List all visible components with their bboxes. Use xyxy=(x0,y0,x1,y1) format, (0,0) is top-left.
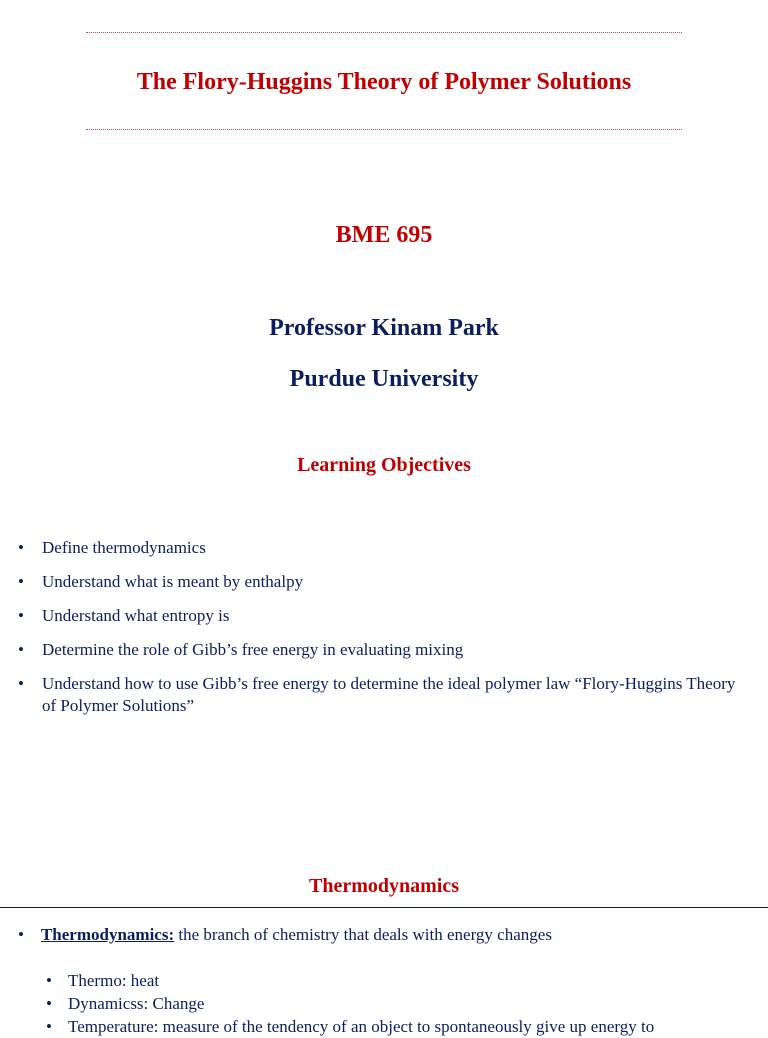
list-item: • Temperature: measure of the tendency of an object to spontaneously give up energy to xyxy=(46,1015,654,1038)
term-thermodynamics: Thermodynamics: xyxy=(40,925,175,944)
thermodynamics-sublist xyxy=(46,969,654,1038)
university-name: Purdue University xyxy=(289,366,479,392)
top-dotted-rule xyxy=(86,32,682,33)
thermodynamics-definition xyxy=(18,924,758,946)
page-title: The Flory-Huggins Theory of Polymer Solutions xyxy=(136,69,632,95)
list-item: • Understand what entropy is xyxy=(18,605,738,627)
bottom-dotted-rule xyxy=(86,129,682,130)
list-item: • Understand what is meant by enthalpy xyxy=(18,571,738,593)
list-item: • Understand how to use Gibb’s free energy to determine the ideal polymer law “Flory-Huggins Theory of Polymer Solutions” xyxy=(18,673,738,717)
list-item: • Thermo: heat xyxy=(46,969,654,992)
list-item: • Determine the role of Gibb’s free energy in evaluating mixing xyxy=(18,639,738,661)
definition-text: the branch of chemistry that deals with energy changes xyxy=(174,925,552,944)
list-item: • Define thermodynamics xyxy=(18,537,738,559)
section-divider xyxy=(0,907,768,908)
course-code: BME 695 xyxy=(335,222,433,248)
objectives-heading: Learning Objectives xyxy=(297,454,471,476)
thermodynamics-heading: Thermodynamics xyxy=(309,875,459,897)
objectives-list xyxy=(18,537,738,717)
bullet: • xyxy=(18,925,41,944)
list-item: • Dynamicss: Change xyxy=(46,992,654,1015)
professor-name: Professor Kinam Park xyxy=(269,315,499,341)
